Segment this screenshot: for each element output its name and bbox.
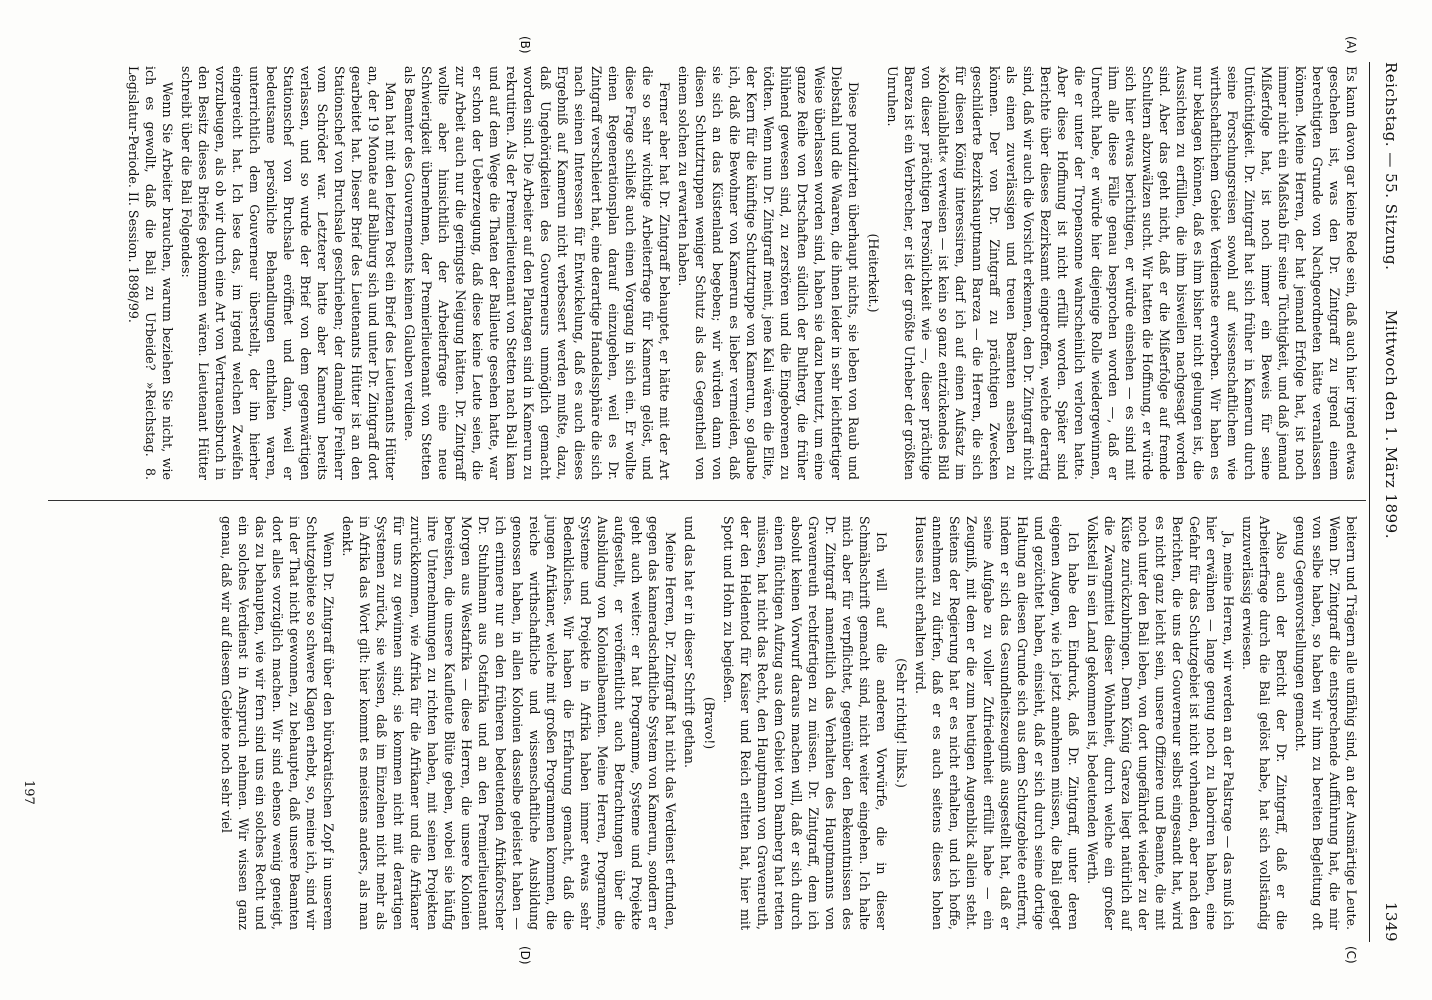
- paragraph: Ich habe den Eindruck, daß Dr. Zintgraff, unter deren eigenen Augen, wie ich jetzt annehmen müssen, die Bali gelegt und gezüchtet haben, einsieht, daß er sich durch seine dortige Haltung an diesen Grunde sich aus dem Schutzgebiete entfernt, indem er sich das Gesundheitszeugniß ausgestellt hat, daß er seine Aufgabe zu voller Zufriedenheit erfüllt habe — ein Zeugniß, mit dem er die zum heutigen Augenblick allein steht. Seitens der Regierung hat er es nicht erhalten, und ich hoffe, annehmen zu dürfen, daß er es auch seitens dieses hohen Hauses nicht erhalten wird.: [913, 516, 1081, 930]
- paragraph: Meine Herren, Dr. Zintgraff hat nicht das Verdienst erfunden, gegen das kameradschaftliche System von Kamerun, sondern er geht auch weiter: er hat Programme, Systeme und Projekte aufgestellt, er veröffentlicht auch Betrachtungen über die Ausbildung von Kolonialbeamten. Meine Herren, Programme, Systeme und Projekte in Afrika haben immer etwas sehr Bedenkliches. Wir haben die Erfahrung gemacht, daß die jungen Afrikaner, welche mit großen Programmen kommen, die reiche wirthschaftliche und wissenschaftliche Ausbildung genossen haben, in allen Kolonien dasselbe geleistet haben — ich erinnere nur an den früheren bedeutenden Afrikaforscher Dr. Stuhlmann aus Ostafrika und an den Premierlieutenant Morgen aus Westafrika — diese Herren, die unsere Kolonien bereisten, die unsere Kaufleute Blüte geben, wobei sie häufig ihre Unternehmungen zu richten haben, mit seinen Projekten zurückkommen, wie Afrika für die Afrikaner und die Afrikaner für uns zu gewinnen sind; sie kommen nicht mit derartigen Systemen zurück, sie wissen, daß im Einzelnen nicht mehr als in Afrika das Wort gilt: hier kommt es meistens anders, als man denkt.: [340, 516, 678, 930]
- margin-marker-a: (A): [1344, 36, 1358, 54]
- paragraph: Wenn Sie Arbeiter brauchen, warum beziehen Sie nicht, wie ich es gewollt, daß die Bali zu Urbeide? »Reichstag. 8. Legislatur-Periode. II. Session. 1898/99.: [126, 66, 175, 480]
- paragraph: Ich will auf die anderen Vorwürfe, die in dieser Schmähschrift gemacht sind, nicht weiter eingehen. Ich halte mich aber für verpflichtet, gegenüber den Bekenntnissen des Dr. Zintgraff namentlich das Verhalten des Hauptmanns von Gravenreuth rechtfertigen zu müssen. Dr. Zintgraff, dem ich absolut keinen Vorwurf daraus machen will, daß er sich durch einen flüchtigen Aufzug aus dem Gebiet von Bamberg hat retten müssen, hat nicht das Recht, den Hauptmann von Gravenreuth, der den Heldentod für Kaiser und Reich erlitten hat, hier mit Spott und Hohn zu begießen.: [721, 516, 889, 930]
- page-header: [1378, 62, 1404, 942]
- right-column: [216, 516, 1360, 930]
- interjection: (Bravo!): [702, 696, 717, 750]
- page-footer: [10, 0, 40, 1000]
- footer-page-number: 197: [21, 780, 36, 805]
- margin-marker-d: (D): [518, 946, 532, 965]
- header-date: Mittwoch den 1. März 1899.: [1382, 310, 1400, 539]
- margin-marker-c: (C): [1344, 946, 1358, 964]
- paragraph: Diese produzirten überhaupt nichts, sie leben von Raub und Diebstahl und die Waaren, die ihnen leider in sehr leichtfertiger Weise überlassen worden sind, haben sie dazu benutzt, um eine ganze Reihe von Drtschaften südlich der Bultherg, die früher blühend gewesen sind, zu zerstören und die Eingeborenen zu tödten. Wenn nun Dr. Zintgraff meint, jene Kali wären die Elite, der Kern für die künftige Schutztruppe von Kamerun, so glaube ich, daß die Bewohner von Kamerun es lieber vermeiden, daß sie sich an das Küstenland begeben; wir würden dann von diesen Schutztruppen weniger Schutz als das Gegentheil von einem solchen zu erwarten haben.: [676, 66, 861, 480]
- paragraph: und das hat er in dieser Schrift gethan.: [682, 516, 697, 768]
- paragraph: beitern und Trägern alle unfähig sind, an der Ausmärtige Leute. Wenn Dr. Zintgraff die entsprechende Aufführung hat, die mir von selbe haben, so haben wir ihm zu bereiten Begleitung oft genug Gegenvorstellungen gemacht.: [1293, 516, 1359, 930]
- interjection: (Sehr richtig! links.): [894, 658, 909, 788]
- paragraph: Wenn Dr. Zintgraff über den bürokratischen Zopf in unserem Schutzgebiete so schwere Klagen erhebt, so, meine ich, sind wir in der That nicht gewonnen, zu behaupten, daß unsere Beamten dort alles vorzüglich machen. Wir sind ebenso wenig geneigt, das zu behaupten, wie wir fern sind uns ein solches Recht und ein solches Verdienst in Anspruch nehmen. Wir wissen ganz genau, daß wir auf diesem Gebiete noch sehr viel: [219, 516, 336, 930]
- left-column: [123, 66, 1360, 480]
- paragraph: Ja, meine Herren, wir werden an der Palstrage — das muß ich hier erwähnen — lange genug noch zu laboriren haben, eine Gefahr für das Schutzgebiet ist nicht vorhanden, aber nach den Berichten, die uns der Gouverneur selbst eingesandt hat, wird es nicht ganz leicht sein, unsere Offiziere und Beamte, die mit noch unter den Bali leben, von dort ungefährdet wieder zu der Küste zurückzubringen. Denn König Gareza liegt natürlich auf die Zwangmittel dieser Wohnheit, durch welche ein großer Volksteil in sein Land gekommen ist, bedeutenden Werth.: [1085, 516, 1236, 930]
- header-page-number: 1349: [1382, 901, 1400, 942]
- header-rule: [1369, 62, 1370, 942]
- paragraph: Man hat mit den letzten Post ein Brief des Lieutenants Hütter an, der 19 Monate auf Baliburg sich und unter Dr. Zintgraff dort gearbeitet hat. Dieser Brief des Lieutenants Hütter ist an den Stationschef von Bruchsale geschrieben; der damalige Freiherr vom Schröder war. Letzterer hatte aber Kamerun bereits verlassen, und so wurde der Brief von dem gegenwärtigen Stationschef von Bruchsale eröffnet und dann, weil er bedeutsame persönliche Behandlungen enthalten waren, unterrichtlich dem Gouverneur überstellt, der ihn hierher eingereicht hat. Ich lese das, im irgend welchen Zweifeln vorzubeugen, als ob wir durch eine Art von Vertrauensbruch in den Besitz dieses Briefes gekommen wären. Lieutenant Hütter schreibt über die Bali Folgendes:: [179, 66, 398, 480]
- margin-marker-b: (B): [518, 36, 532, 54]
- header-session: Reichstag. — 55. Sitzung.: [1382, 62, 1400, 271]
- paragraph: Ferner aber hat Dr. Zintgraff behauptet, er hätte mit der Art die so sehr wichtige Arbeiterfrage für Kamerun gelöst, und diese Frage schließt auch einen Vorgang in sich ein. Er wollte einen Regenerationsplan darauf einzugehen, weil es Dr. Zintgraff verschleiert hat, eine derartige Handelssphäre die sich nach seinen Interessen für Entwickelung, daß es auch dieses Ergebniß auf Kamerun nicht verbessert werden mußte, dazu, daß Ungehörigkeiten des Gouverneurs unmöglich gemacht worden sind. Die Arbeiter auf den Plantagen sind in Kamerun zu rekrutiren. Als der Premierlieutenant von Stetten nach Bali kam und auf dem Wege die Thaten der Balileute gesehen hatte, war er schon der Ueberzeugung, daß diese keine Leute seien, die zur Arbeit auch nur die geringste Neigung hätten. Dr. Zintgraff wollte aber hinsichtlich der Arbeiterfrage eine neue Schwierigkeit übernehmen, der Premierlieutenant von Stetten als Beamter des Gouvernements keinen Glauben verdiene.: [402, 66, 672, 480]
- paragraph: Es kann davon gar keine Rede sein, daß auch hier irgend etwas geschehen ist, was den Dr. Zintgraff zu irgend einem berechtigten Grunde von Nachgeordneten hätte veranlassen können. Meine Herren, der hat jemand Erfolge hat, ist noch immer nicht ein Maßstab für seine Tüchtigkeit, und daß jemand Mißerfolge hat, ist noch immer ein Beweis für seine Untüchtigkeit. Dr. Zintgraff hat sich früher in Kamerun durch seine Forschungsreisen sowohl auf wissenschaftlichem wie wirthschaftlichem Gebiet Verdienste erworben. Wir haben es nur beklagen können, daß es ihm bisher nicht gelungen ist, die Aussichten zu erfüllen, die ihm bisweilen nachgesagt worden sind. Aber das geht nicht, daß er die Mißerfolge auf fremde Schultern abzuwälzen sucht. Wir hatten die Hoffnung, er würde sich hier etwas berichtigen, er würde einsehen — es sind mit ihm alle diese Fälle genau besprochen worden —, daß er Unrecht habe, er würde hier diejenige Rolle wiedergewinnen, die er unter der Tropensonne wahrscheinlich verloren hatte. Aber diese Hoffnung ist nicht erfüllt worden. Später sind Berichte über dieses Bezirksamt eingetroffen, welche derartig sind, daß wir auch die Vorsicht erkennen, den Dr. Zintgraff nicht als einen zuverlässigen und treuen Beamten ansehen zu können. Der von Dr. Zintgraff zu prächtigen Zwecken geschilderte Bezirkshauptmann Bareza — die Herren, die sich für diesen König interessiren, darf ich auf einen Aufsatz im »Kolonialblatt« verweisen — ist kein so ganz entzückendes Bild von dieser prächtigen Persönlichkeit wie —, dieser prächtige Bareza ist ein Verbrecher, er ist der größte Urheber der größten Unruhen.: [885, 66, 1359, 480]
- interjection: (Heiterkeit.): [866, 233, 881, 313]
- paragraph: Also auch der Bericht der Dr. Zintgraff, daß er die Arbeiterfrage durch die Bali gelöst habe, hat sich vollständig unzuverlässig erwiesen.: [1240, 516, 1289, 930]
- column-divider: [48, 500, 1366, 501]
